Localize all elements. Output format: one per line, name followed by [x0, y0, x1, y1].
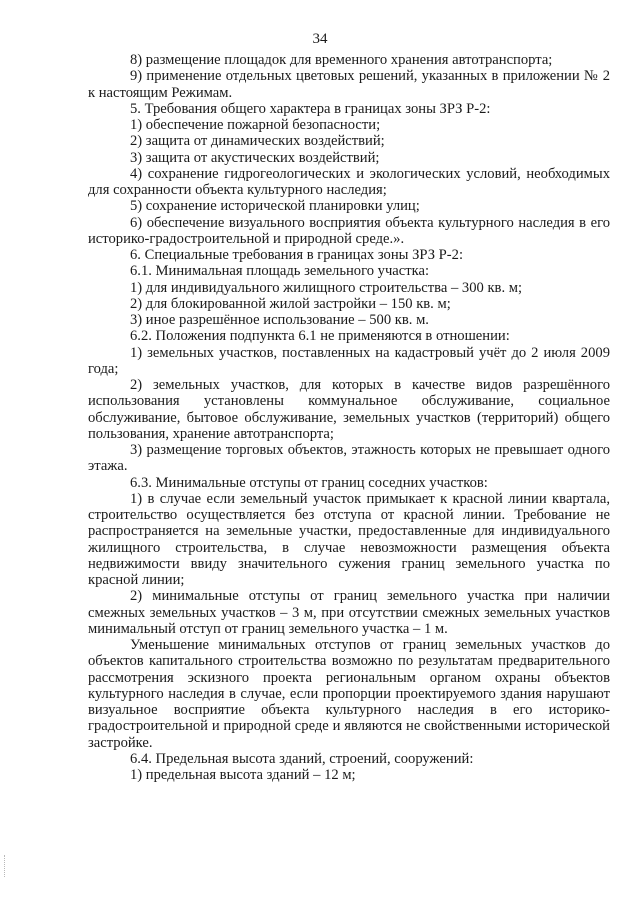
paragraph-6-2-1-cadastral-plots: 1) земельных участков, поставленных на кадастровый учёт до 2 июля 2009 года;	[88, 344, 610, 377]
paragraph-6-4-1-building-height: 1) предельная высота зданий – 12 м;	[130, 767, 356, 783]
paragraph-6-2-2-permitted-use-plots: 2) земельных участков, для которых в качестве видов разрешённого использования установлены коммунальное обслуживание, социальное обслуживание, бытовое обслуживание, земельных участков (территорий) общего пользования, хранение автотранспорта;	[88, 377, 610, 442]
document-body	[88, 52, 610, 783]
paragraph-6-2-3-trade-objects: 3) размещение торговых объектов, этажность которых не превышает одного этажа.	[88, 442, 610, 475]
paragraph-9-color-solutions: 9) применение отдельных цветовых решений, указанных в приложении № 2 к настоящим Режимам.	[88, 68, 610, 101]
section-5-general-requirements-heading: 5. Требования общего характера в границах зоны ЗРЗ Р-2:	[130, 100, 491, 117]
paragraph-6-1-2-blocked-housing: 2) для блокированной жилой застройки – 150 кв. м;	[130, 295, 451, 312]
section-6-2-exceptions-heading: 6.2. Положения подпункта 6.1 не применяются в отношении:	[130, 328, 510, 345]
paragraph-5-6-visual-perception: 6) обеспечение визуального восприятия объекта культурного наследия в его историко-градостроительной и природной среде.».	[88, 214, 610, 247]
paragraph-6-3-setback-reduction: Уменьшение минимальных отступов от границ земельных участков до объектов капитального строительства возможно по результатам предварительного рассмотрения эскизного проекта региональным органом охраны объектов культурного наследия в случае, если пропорции проектируемого здания нарушают визуальное восприятие объекта культурного наследия в его историко-градостроительной и природной среде и являются не свойственными исторической застройке.	[88, 637, 610, 751]
paragraph-6-1-3-other-use: 3) иное разрешённое использование – 500 кв. м.	[130, 312, 429, 328]
scan-edge-mark	[4, 855, 7, 877]
section-6-3-setbacks-heading: 6.3. Минимальные отступы от границ соседних участков:	[130, 474, 488, 491]
paragraph-6-1-1-individual-housing: 1) для индивидуального жилищного строительства – 300 кв. м;	[130, 279, 523, 296]
paragraph-5-4-hydrogeological-conditions: 4) сохранение гидрогеологических и экологических условий, необходимых для сохранности объекта культурного наследия;	[88, 165, 610, 198]
paragraph-6-3-1-red-line: 1) в случае если земельный участок примыкает к красной линии квартала, строительство осуществляется без отступа от красной линии. Требование не распространяется на земельные участки, предоставленные для индивидуального жилищного строительства, в случае невозможности размещения объекта недвижимости ввиду значительного сужения границ земельного участка по красной линии;	[88, 490, 610, 588]
section-6-special-requirements-heading: 6. Специальные требования в границах зоны ЗРЗ Р-2:	[130, 247, 464, 263]
paragraph-5-1-fire-safety: 1) обеспечение пожарной безопасности;	[130, 117, 381, 133]
section-6-1-minimum-area-heading: 6.1. Минимальная площадь земельного участка:	[130, 263, 430, 280]
page-number: 34	[312, 31, 328, 47]
paragraph-5-5-street-layout: 5) сохранение исторической планировки улиц;	[130, 198, 420, 215]
paragraph-6-3-2-minimum-setbacks: 2) минимальные отступы от границ земельного участка при наличии смежных земельных участков – 3 м, при отсутствии смежных земельных участков минимальный отступ от границ земельного участка – 1 м.	[88, 588, 610, 637]
paragraph-5-2-dynamic-protection: 2) защита от динамических воздействий;	[130, 133, 385, 150]
section-6-4-height-limit-heading: 6.4. Предельная высота зданий, строений, сооружений:	[130, 750, 474, 767]
paragraph-5-3-acoustic-protection: 3) защита от акустических воздействий;	[130, 149, 380, 166]
paragraph-8-parking-placement: 8) размещение площадок для временного хранения автотранспорта;	[130, 52, 553, 68]
